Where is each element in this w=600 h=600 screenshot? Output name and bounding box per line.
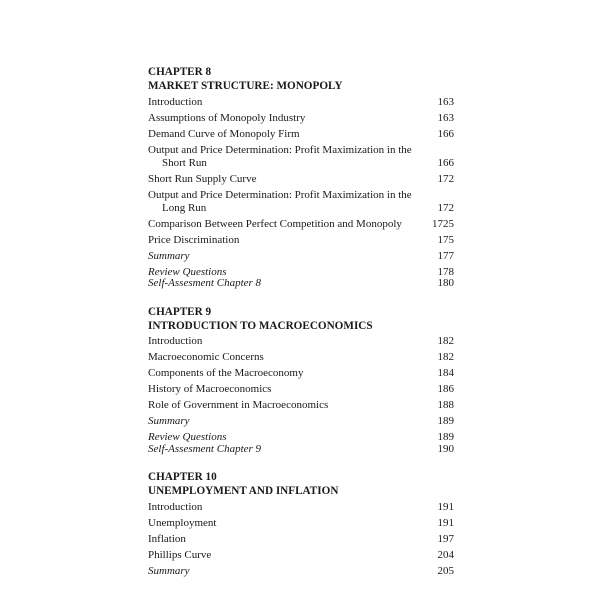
toc-page-number: 175 [437,233,454,246]
chapter-number: CHAPTER 9 [148,305,212,318]
toc-entry-title: Summary [148,249,190,262]
toc-entry-title: Review Questions [148,265,227,278]
toc-entry-title: Self-Assesment Chapter 9 [148,442,262,455]
toc-entry-label [148,351,264,364]
toc-page-number: 186 [437,383,454,395]
toc-entry[interactable] [148,142,454,171]
toc-entry[interactable] [148,499,454,515]
toc-page-number: 166 [437,127,454,140]
toc-entry-title: Inflation [148,532,186,545]
toc-page-number: 189 [437,431,454,443]
toc-entry-label [148,383,271,396]
toc-page-number: 191 [437,516,454,529]
toc-entry[interactable] [148,443,454,458]
toc-entry-continuation: Short Run [162,156,207,169]
toc-page-number: 204 [437,548,454,561]
toc-entry-title: Unemployment [148,516,217,529]
toc-page-number: 1725 [432,217,454,230]
toc-entry-title: Demand Curve of Monopoly Firm [148,127,300,140]
toc-entry[interactable] [148,547,454,563]
chapter-number: CHAPTER 10 [148,471,217,483]
table-of-contents [148,65,454,592]
toc-entry[interactable] [148,382,454,398]
chapter-title: UNEMPLOYMENT AND INFLATION [148,485,339,497]
toc-entry-title: Role of Government in Macroeconomics [148,399,329,411]
chapter-section [148,65,454,292]
toc-entry[interactable] [148,187,454,216]
toc-entry-title: Self-Assesment Chapter 8 [148,277,262,289]
toc-entry-label [148,173,256,186]
toc-page-number: 188 [437,399,454,411]
toc-page-number: 163 [437,95,454,108]
toc-entry-title: Short Run Supply Curve [148,172,257,185]
toc-entry-label [148,415,190,428]
toc-entry-label [148,517,216,530]
chapter-section [148,470,454,579]
chapter-title: INTRODUCTION TO MACROECONOMICS [148,319,373,332]
chapter-title: MARKET STRUCTURE: MONOPOLY [148,80,343,92]
toc-entry-title: Review Questions [148,431,227,443]
toc-entry-label [148,501,202,514]
toc-entry[interactable] [148,110,454,126]
toc-page-number: 180 [437,277,454,289]
toc-entry[interactable] [148,414,454,430]
toc-page-number: 172 [437,172,454,185]
toc-entry-title: Output and Price Determination: Profit Maximization in the [148,188,412,201]
chapter-section [148,305,454,458]
toc-entry-label [148,144,412,170]
toc-entry-label [148,443,261,456]
toc-entry-label [148,533,186,546]
toc-entry[interactable] [148,232,454,248]
toc-entry[interactable] [148,216,454,232]
toc-entry-title: Introduction [148,335,203,347]
toc-entry[interactable] [148,171,454,187]
toc-page-number: 190 [437,442,454,455]
toc-entry[interactable] [148,126,454,142]
toc-entry[interactable] [148,366,454,382]
toc-entry-label [148,565,190,578]
toc-entry[interactable] [148,350,454,366]
toc-entry-title: Macroeconomic Concerns [148,351,264,363]
toc-entry-label [148,234,239,247]
toc-entry[interactable] [148,94,454,110]
toc-entry-title: Introduction [148,95,203,108]
toc-entry[interactable] [148,334,454,350]
toc-entry[interactable] [148,248,454,264]
toc-page-number: 163 [437,111,454,124]
toc-page-number: 177 [437,249,454,262]
toc-entry-title: Introduction [148,500,203,513]
toc-entry-label [148,189,412,215]
toc-page-number: 166 [437,156,454,169]
toc-entry-label [148,367,304,380]
toc-page-number: 172 [437,201,454,214]
toc-entry[interactable] [148,515,454,531]
toc-entry-label [148,277,261,290]
chapter-number: CHAPTER 8 [148,66,212,78]
toc-entry-title: Components of the Macroeconomy [148,367,304,379]
toc-page-number: 182 [437,335,454,347]
toc-entry[interactable] [148,277,454,292]
toc-entry[interactable] [148,398,454,414]
toc-entry-title: Output and Price Determination: Profit Maximization in the [148,143,412,156]
toc-entry[interactable] [148,531,454,547]
toc-page-number: 191 [437,500,454,513]
toc-entry-title: Phillips Curve [148,548,212,561]
toc-page-number: 184 [437,367,454,379]
toc-entry-title: Summary [148,415,190,427]
toc-entry-continuation: Long Run [162,201,207,214]
toc-entry-title: History of Macroeconomics [148,383,272,395]
toc-entry-label [148,250,190,263]
toc-entry-label [148,112,305,125]
toc-entry[interactable] [148,563,454,579]
toc-entry-title: Comparison Between Perfect Competition and Monopoly [148,217,402,230]
toc-entry-label [148,399,328,412]
toc-entry-title: Assumptions of Monopoly Industry [148,111,306,124]
toc-entry-label [148,128,300,141]
toc-page-number: 197 [437,532,454,545]
toc-entry-label [148,549,211,562]
toc-entry-label [148,218,402,231]
toc-page-number: 182 [437,351,454,363]
toc-entry-title: Summary [148,564,190,577]
toc-entry-title: Price Discrimination [148,233,240,246]
toc-page-number: 178 [437,265,454,278]
toc-entry-label [148,335,202,348]
toc-entry-label [148,96,202,109]
toc-page-number: 189 [437,415,454,427]
toc-page-number: 205 [437,564,454,577]
